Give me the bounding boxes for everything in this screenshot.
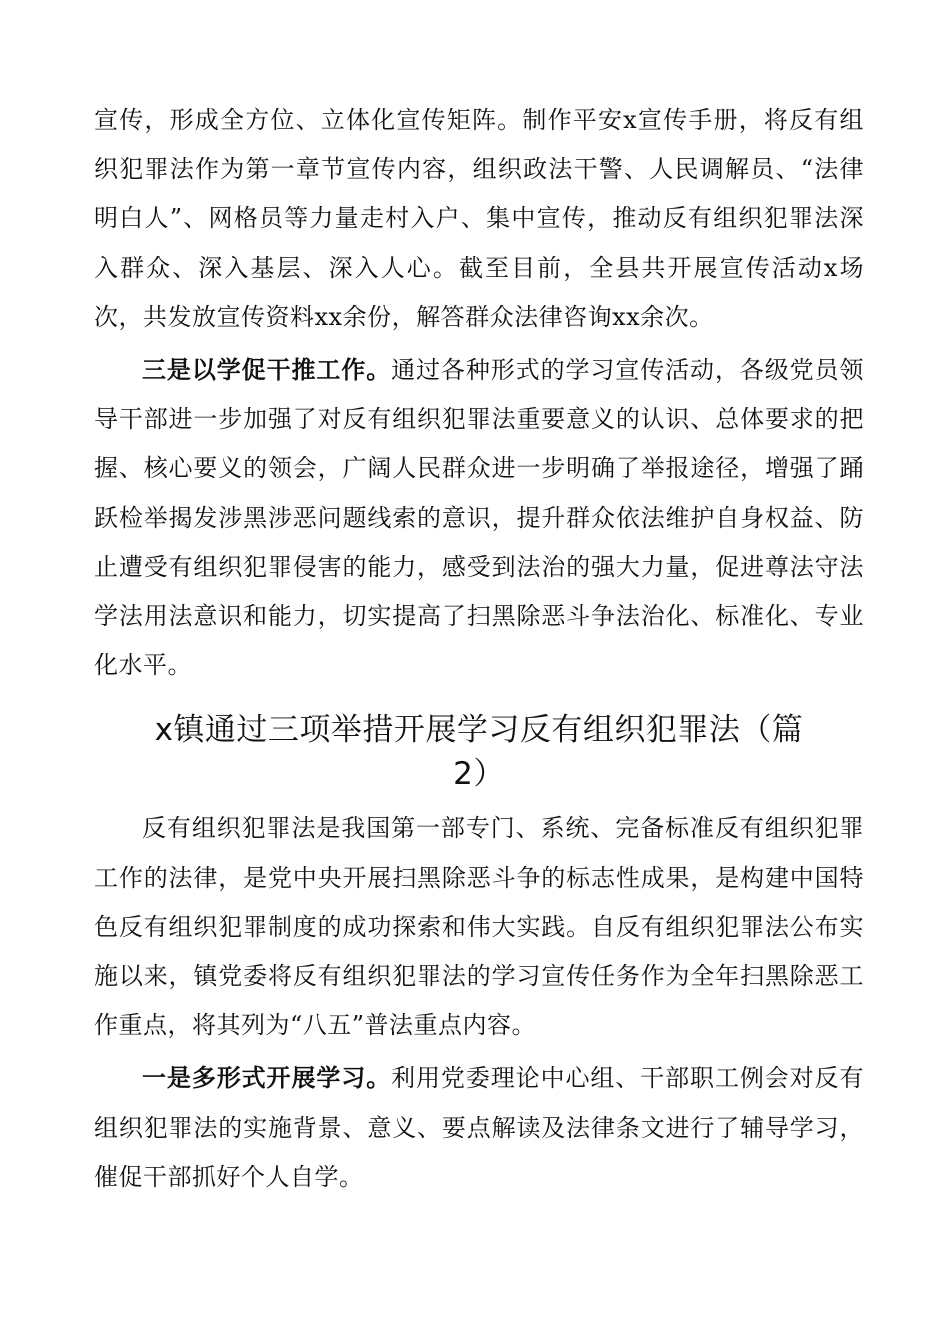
paragraph-point-one bbox=[94, 1054, 864, 1202]
paragraph-lead: 一是多形式开展学习。 bbox=[142, 1064, 392, 1093]
document-page bbox=[94, 96, 864, 1206]
heading-line-1: x镇通过三项举措开展学习反有组织犯罪法（篇 bbox=[154, 712, 804, 749]
paragraph-intro bbox=[94, 804, 864, 1050]
paragraph-text: 通过各种形式的学习宣传活动，各级党员领导干部进一步加强了对反有组织犯罪法重要意义的认识、总体要求的把握、核心要义的领会，广阔人民群众进一步明确了举报途径，增强了踊跃检举揭发涉黑涉恶问题线索的意识，提升群众依法维护自身权益、防止遭受有组织犯罪侵害的能力，感受到法治的强大力量，促进尊法守法学法用法意识和能力，切实提高了扫黑除恶斗争法治化、标准化、专业化水平。 bbox=[94, 356, 865, 680]
paragraph-lead: 三是以学促干推工作。 bbox=[142, 356, 392, 385]
paragraph-continued bbox=[94, 96, 864, 342]
paragraph-text: 反有组织犯罪法是我国第一部专门、系统、完备标准反有组织犯罪工作的法律，是党中央开展扫黑除恶斗争的标志性成果，是构建中国特色反有组织犯罪制度的成功探索和伟大实践。自反有组织犯罪法公布实施以来，镇党委将反有组织犯罪法的学习宣传任务作为全年扫黑除恶工作重点，将其列为“八五”普法重点内容。 bbox=[94, 814, 864, 1040]
heading-line-2: 2） bbox=[453, 756, 505, 793]
section-heading bbox=[94, 708, 864, 796]
paragraph-text: 宣传，形成全方位、立体化宣传矩阵。制作平安x宣传手册，将反有组织犯罪法作为第一章节宣传内容，组织政法干警、人民调解员、“法律明白人”、网格员等力量走村入户、集中宣传，推动反有组织犯罪法深入群众、深入基层、深入人心。截至目前，全县共开展宣传活动x场次，共发放宣传资料xx余份，解答群众法律咨询xx余次。 bbox=[94, 106, 864, 331]
paragraph-point-three bbox=[94, 346, 864, 690]
paragraph-text: 利用党委理论中心组、干部职工例会对反有组织犯罪法的实施背景、意义、要点解读及法律条文进行了辅导学习，催促干部抓好个人自学。 bbox=[94, 1064, 865, 1191]
